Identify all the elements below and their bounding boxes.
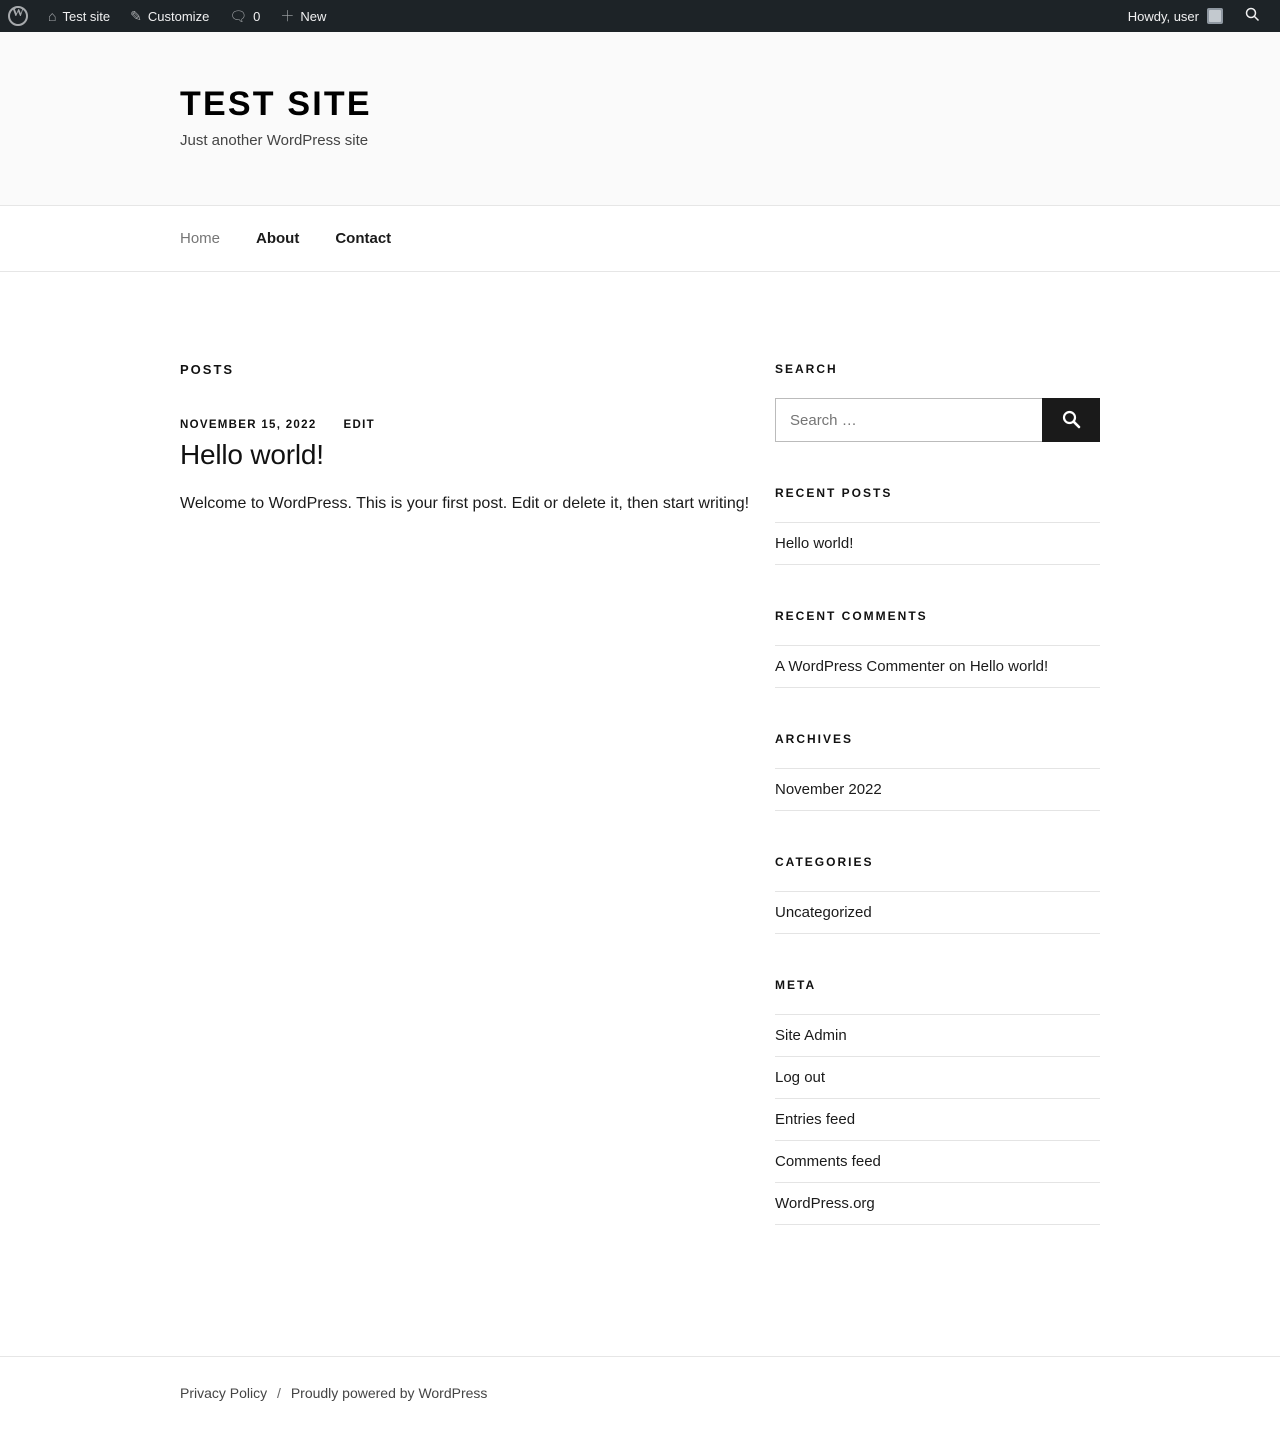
recent-post-link[interactable]: Hello world! — [775, 535, 854, 552]
category-link[interactable]: Uncategorized — [775, 904, 872, 921]
post-excerpt: Welcome to WordPress. This is your first post. Edit or delete it, then start writing! — [180, 495, 750, 512]
comment-post-link[interactable]: Hello world! — [969, 658, 1049, 675]
sidebar — [775, 362, 1100, 1269]
site-header — [0, 32, 1280, 206]
footer-separator: / — [277, 1385, 281, 1401]
list-item[interactable] — [775, 1099, 1100, 1141]
widget-recent-posts-title: RECENT POSTS — [775, 486, 893, 500]
post-title[interactable] — [180, 439, 760, 471]
widget-meta-title: META — [775, 978, 817, 992]
admin-bar-account[interactable] — [1118, 0, 1233, 32]
search-submit-button[interactable] — [1042, 398, 1100, 442]
nav-item-contact[interactable] — [335, 230, 391, 248]
avatar — [1207, 8, 1223, 24]
widget-recent-comments-title: RECENT COMMENTS — [775, 609, 928, 623]
comment-on-word: on — [948, 658, 966, 675]
admin-bar-comments[interactable] — [219, 0, 270, 32]
meta-link-wordpress-org[interactable]: WordPress.org — [775, 1195, 875, 1212]
meta-link-log-out[interactable]: Log out — [775, 1069, 826, 1086]
admin-bar-wp-logo[interactable] — [0, 0, 38, 32]
comment-author[interactable]: A WordPress Commenter — [775, 658, 945, 675]
admin-bar — [0, 0, 1280, 32]
widget-categories — [775, 855, 1100, 934]
wordpress-logo-icon — [8, 6, 28, 26]
widget-search-title: SEARCH — [775, 362, 838, 376]
post-article — [180, 419, 760, 517]
nav-list — [180, 230, 1100, 248]
admin-bar-new[interactable] — [270, 0, 336, 32]
admin-bar-site-name[interactable] — [38, 0, 120, 32]
admin-bar-howdy-label: Howdy, user — [1127, 8, 1199, 24]
meta-link-entries-feed[interactable]: Entries feed — [775, 1111, 856, 1128]
archives-list — [775, 768, 1100, 811]
widget-recent-posts — [775, 486, 1100, 565]
admin-bar-site-name-label: Test site — [62, 8, 111, 24]
archive-link[interactable]: November 2022 — [775, 781, 882, 798]
meta-link-site-admin[interactable]: Site Admin — [775, 1027, 847, 1044]
widget-categories-title: CATEGORIES — [775, 855, 874, 869]
admin-bar-comments-count: 0 — [253, 8, 261, 24]
recent-comments-list — [775, 645, 1100, 688]
widget-meta — [775, 978, 1100, 1225]
site-header-inner — [180, 85, 1100, 149]
recent-posts-list — [775, 522, 1100, 565]
search-icon — [1061, 409, 1081, 432]
admin-bar-new-label: New — [300, 8, 327, 24]
list-item[interactable] — [775, 891, 1100, 934]
nav-link-contact[interactable]: Contact — [335, 229, 392, 247]
meta-link-comments-feed[interactable]: Comments feed — [775, 1153, 881, 1170]
page-title[interactable]: TEST SITE — [180, 85, 372, 123]
footer-privacy-policy-link[interactable]: Privacy Policy — [180, 1385, 268, 1401]
list-item[interactable] — [775, 1141, 1100, 1183]
list-item[interactable] — [775, 1057, 1100, 1099]
post-content — [180, 491, 760, 517]
post-title-text: Hello world! — [180, 439, 324, 470]
widget-archives-title: ARCHIVES — [775, 732, 854, 746]
post-meta — [180, 419, 760, 431]
meta-list — [775, 1014, 1100, 1225]
main-content — [180, 362, 760, 1269]
posts-section-heading: POSTS — [180, 362, 235, 377]
widget-archives — [775, 732, 1100, 811]
footer-credit-link[interactable]: Proudly powered by WordPress — [290, 1385, 488, 1401]
post-date-link[interactable]: NOVEMBER 15, 2022 — [180, 419, 317, 431]
site-footer — [0, 1356, 1280, 1401]
list-item[interactable] — [775, 768, 1100, 811]
paintbrush-icon: ✎ — [130, 8, 142, 24]
widget-recent-comments — [775, 609, 1100, 688]
admin-bar-right — [1118, 0, 1272, 32]
footer-inner — [180, 1385, 1100, 1401]
admin-bar-search-icon[interactable] — [1233, 7, 1272, 26]
site-tagline: Just another WordPress site — [180, 132, 369, 149]
admin-bar-customize[interactable] — [120, 0, 219, 32]
search-input[interactable] — [775, 398, 1042, 442]
primary-navigation — [0, 206, 1280, 272]
list-item[interactable] — [775, 522, 1100, 565]
search-form — [775, 398, 1100, 442]
nav-item-home[interactable] — [180, 230, 220, 248]
widget-search — [775, 362, 1100, 442]
nav-link-home[interactable]: Home — [180, 229, 221, 247]
home-icon: ⌂ — [48, 8, 57, 24]
content-area — [180, 272, 1100, 1269]
nav-item-about[interactable] — [256, 230, 299, 248]
admin-bar-customize-label: Customize — [147, 8, 210, 24]
post-edit-link[interactable]: EDIT — [343, 419, 375, 431]
list-item[interactable] — [775, 1014, 1100, 1057]
plus-icon: ＋ — [280, 8, 295, 24]
comment-bubble-icon: 🗨 — [229, 8, 248, 24]
list-item — [775, 645, 1100, 688]
nav-link-about[interactable]: About — [256, 229, 300, 247]
categories-list — [775, 891, 1100, 934]
nav-inner — [180, 230, 1100, 248]
list-item[interactable] — [775, 1183, 1100, 1225]
